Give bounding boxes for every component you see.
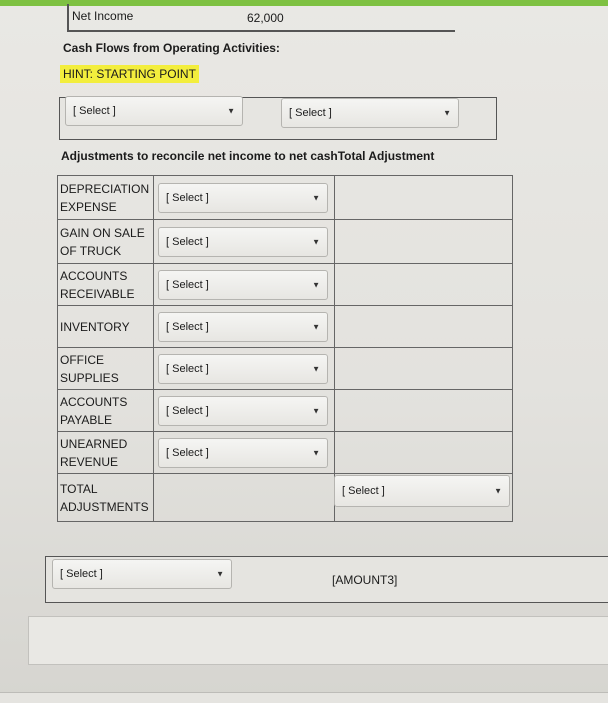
- depreciation-select[interactable]: [158, 183, 328, 213]
- select-text: [ Select ]: [166, 235, 209, 248]
- inventory-select[interactable]: [158, 312, 328, 342]
- select-text: [ Select ]: [73, 105, 116, 117]
- table-row: [58, 264, 513, 306]
- chevron-down-icon: ▼: [312, 237, 320, 246]
- accounts-receivable-select[interactable]: [158, 270, 328, 300]
- gain-on-sale-select[interactable]: [158, 227, 328, 257]
- total-adjustment-cell: [335, 432, 513, 474]
- select-text: [ Select ]: [166, 278, 209, 291]
- office-supplies-select[interactable]: [158, 354, 328, 384]
- row-label: OFFICE SUPPLIES: [58, 348, 154, 390]
- amount3-blank[interactable]: [AMOUNT3]: [332, 573, 398, 587]
- row-label: DEPRECIATION EXPENSE: [58, 176, 154, 220]
- row-label: ACCOUNTS PAYABLE: [58, 390, 154, 432]
- accounts-payable-select[interactable]: [158, 396, 328, 426]
- table-row: [58, 432, 513, 474]
- row-label: GAIN ON SALE OF TRUCK: [58, 220, 154, 264]
- total-adjustment-cell: [335, 306, 513, 348]
- select-text: [ Select ]: [166, 446, 209, 459]
- row-label: UNEARNED REVENUE: [58, 432, 154, 474]
- select-text: [ Select ]: [60, 568, 103, 580]
- table-row: [58, 390, 513, 432]
- table-row: [58, 306, 513, 348]
- cash-flows-title: Cash Flows from Operating Activities:: [63, 41, 280, 55]
- unearned-revenue-select[interactable]: [158, 438, 328, 468]
- chevron-down-icon: ▼: [312, 364, 320, 373]
- chevron-down-icon: ▼: [312, 193, 320, 202]
- row-label: INVENTORY: [58, 306, 154, 348]
- table-row: [58, 176, 513, 220]
- select-text: [ Select ]: [289, 107, 332, 119]
- select-text: [ Select ]: [166, 320, 209, 333]
- total-adjustment-cell: [335, 264, 513, 306]
- adjustments-table: [57, 175, 513, 522]
- table-row: [58, 348, 513, 390]
- chevron-down-icon: ▼: [216, 569, 224, 579]
- total-empty-cell: [154, 474, 335, 522]
- chevron-down-icon: ▼: [312, 448, 320, 457]
- select-text: [ Select ]: [166, 191, 209, 204]
- hint-label: HINT: STARTING POINT: [60, 65, 199, 83]
- answer-panel: [28, 616, 608, 665]
- adjustments-title: Adjustments to reconcile net income to net cashTotal Adjustment: [61, 149, 435, 163]
- net-income-label: Net Income: [72, 9, 134, 23]
- row-label: ACCOUNTS RECEIVABLE: [58, 264, 154, 306]
- total-adjustment-cell: [335, 176, 513, 220]
- chevron-down-icon: ▼: [227, 106, 235, 116]
- net-income-value: 62,000: [247, 11, 284, 25]
- select-text: [ Select ]: [166, 362, 209, 375]
- chevron-down-icon: ▼: [494, 486, 502, 496]
- total-adjustments-select[interactable]: [334, 475, 510, 507]
- chevron-down-icon: ▼: [312, 322, 320, 331]
- total-adjustment-cell: [335, 390, 513, 432]
- table-row: [58, 220, 513, 264]
- chevron-down-icon: ▼: [312, 280, 320, 289]
- total-adjustments-label: TOTAL ADJUSTMENTS: [58, 474, 154, 522]
- total-adjustment-cell: [335, 348, 513, 390]
- select-text: [ Select ]: [166, 404, 209, 417]
- net-cash-select[interactable]: [52, 559, 232, 589]
- chevron-down-icon: ▼: [312, 406, 320, 415]
- select-text: [ Select ]: [342, 485, 385, 497]
- next-panel: [0, 692, 608, 703]
- starting-point-select-right[interactable]: [281, 98, 459, 128]
- total-adjustment-cell: [335, 220, 513, 264]
- starting-point-select-left[interactable]: [65, 96, 243, 126]
- chevron-down-icon: ▼: [443, 108, 451, 118]
